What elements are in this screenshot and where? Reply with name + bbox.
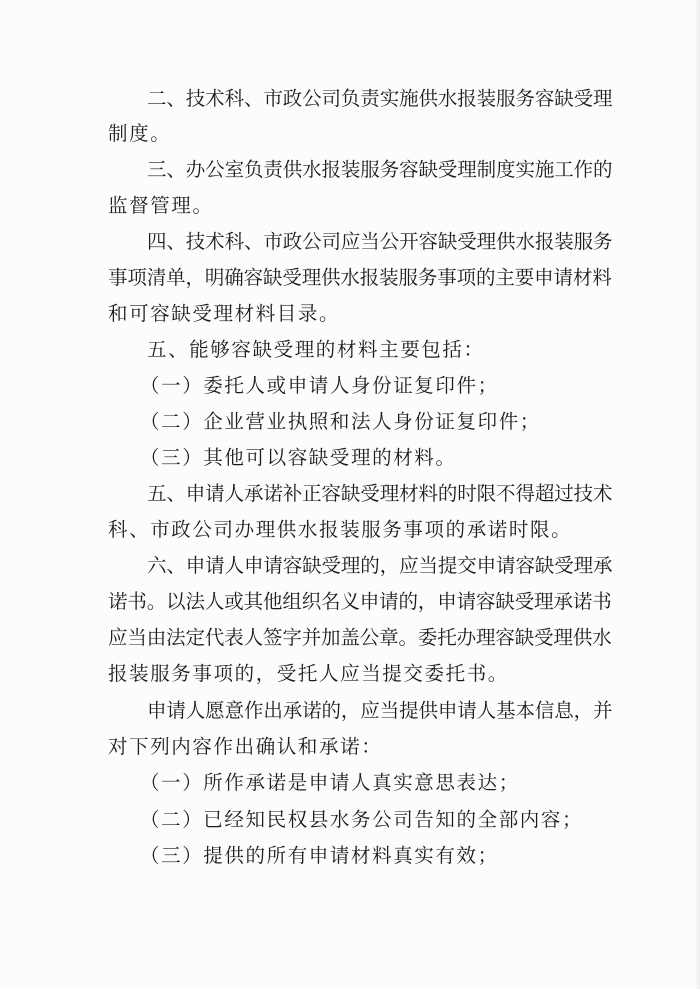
page-edge-shadow — [694, 0, 700, 989]
para-5-item-1: （一）委托人或申请人身份证复印件； — [140, 374, 499, 397]
para-7-line-2: 对下列内容作出确认和承诺： — [108, 735, 383, 758]
para-5b-line-2: 科、市政公司办理供水报装服务事项的承诺时限。 — [108, 518, 573, 541]
para-4-line-3: 和可容缺受理材料目录。 — [108, 302, 341, 325]
para-5-item-3: （三）其他可以容缺受理的材料。 — [140, 446, 457, 469]
para-2-line-1: 二、技术科、市政公司负责实施供水报装服务容缺受理 — [147, 87, 613, 110]
para-7-item-3: （三）提供的所有申请材料真实有效； — [140, 844, 499, 867]
para-3-line-1: 三、办公室负责供水报装服务容缺受理制度实施工作的 — [147, 158, 613, 181]
para-6-line-3: 应当由法定代表人签字并加盖公章。委托办理容缺受理供水 — [108, 626, 612, 649]
para-6-line-1: 六、申请人申请容缺受理的，应当提交申请容缺受理承 — [147, 554, 613, 577]
para-4-line-2: 事项清单，明确容缺受理供水报装服务事项的主要申请材料 — [108, 266, 612, 289]
para-4-line-1: 四、技术科、市政公司应当公开容缺受理供水报装服务 — [147, 230, 613, 253]
para-7-item-1: （一）所作承诺是申请人真实意思表达； — [140, 771, 520, 794]
para-5-heading: 五、能够容缺受理的材料主要包括： — [147, 338, 485, 361]
para-5b-line-1: 五、申请人承诺补正容缺受理材料的时限不得超过技术 — [147, 482, 613, 505]
para-6-line-2: 诺书。以法人或其他组织名义申请的，申请容缺受理承诺书 — [108, 590, 612, 613]
para-5-item-2: （二）企业营业执照和法人身份证复印件； — [140, 410, 541, 433]
para-6-line-4: 报装服务事项的，受托人应当提交委托书。 — [108, 662, 509, 685]
para-3-line-2: 监督管理。 — [108, 194, 214, 217]
para-2-line-2: 制度。 — [108, 122, 172, 145]
para-7-line-1: 申请人愿意作出承诺的，应当提供申请人基本信息，并 — [147, 699, 613, 722]
para-7-item-2: （二）已经知民权县水务公司告知的全部内容； — [140, 808, 584, 831]
